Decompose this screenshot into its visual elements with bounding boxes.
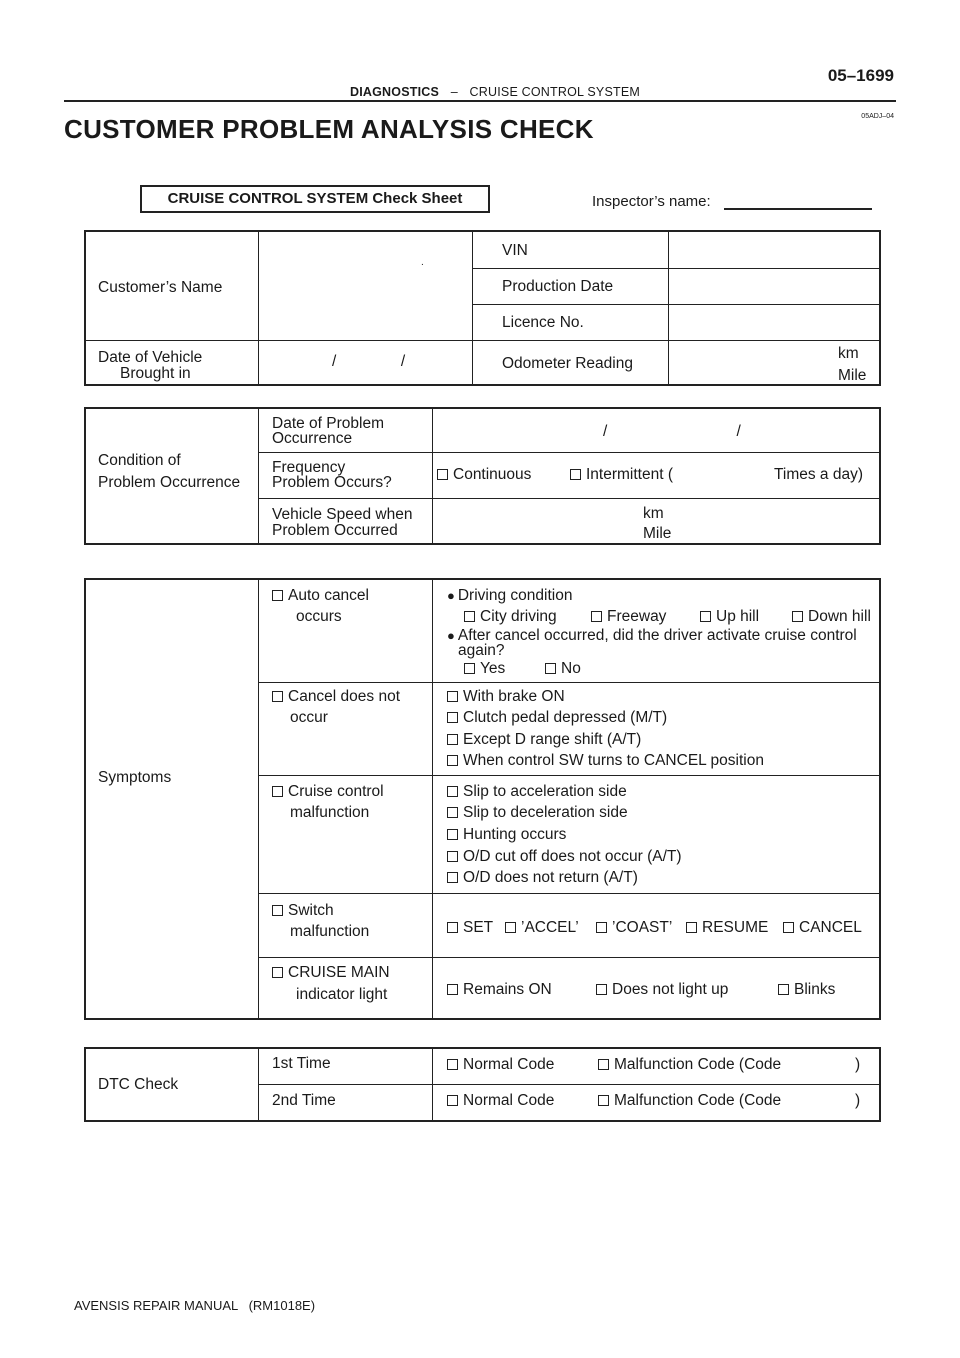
hunting-option[interactable]: Hunting occurs — [447, 826, 566, 844]
footer-text: AVENSIS REPAIR MANUAL (RM1018E) — [74, 1298, 316, 1313]
checkbox-icon — [545, 663, 556, 674]
divider — [473, 304, 880, 305]
condition-label-1: Condition of — [98, 452, 181, 469]
checkbox-icon — [464, 663, 475, 674]
intermittent-option[interactable]: Intermittent ( — [570, 466, 673, 484]
divider — [259, 1084, 880, 1085]
resume-option[interactable]: RESUME — [686, 919, 768, 937]
divider — [432, 408, 433, 544]
speed-mile: Mile — [643, 525, 672, 542]
checkbox-icon — [447, 691, 458, 702]
no-option[interactable]: No — [545, 660, 581, 678]
checkbox-icon — [596, 922, 607, 933]
divider — [259, 498, 880, 499]
cancel-option[interactable]: CANCEL — [783, 919, 862, 937]
divider — [258, 579, 259, 1019]
symptoms-label: Symptoms — [98, 769, 172, 786]
checkbox-icon — [437, 469, 448, 480]
checkbox-icon — [783, 922, 794, 933]
checkbox-icon — [778, 984, 789, 995]
divider — [85, 340, 880, 341]
coast-option[interactable]: ’COAST’ — [596, 919, 672, 937]
checkbox-icon — [447, 851, 458, 862]
divider — [259, 893, 880, 894]
divider — [668, 231, 669, 385]
brake-on-option[interactable]: With brake ON — [447, 688, 565, 706]
set-option[interactable]: SET — [447, 919, 493, 937]
production-date-label: Production Date — [502, 278, 614, 295]
first-malfunction-option[interactable]: Malfunction Code (Code — [598, 1056, 781, 1074]
slip-acc-option[interactable]: Slip to acceleration side — [447, 783, 627, 801]
cancel-not-occur-label-2: occur — [290, 709, 328, 726]
clutch-option[interactable]: Clutch pedal depressed (M/T) — [447, 709, 667, 727]
frequency-label-1: Frequency — [272, 459, 346, 476]
checkbox-icon — [272, 590, 283, 601]
checkbox-icon — [570, 469, 581, 480]
checkbox-icon — [272, 691, 283, 702]
divider — [259, 682, 880, 683]
problem-date-label-1: Date of Problem — [272, 415, 384, 432]
checkbox-icon — [447, 755, 458, 766]
date-brought-label-2: Brought in — [120, 365, 191, 382]
frequency-label-2: Problem Occurs? — [272, 474, 392, 491]
checkbox-icon — [686, 922, 697, 933]
running-header — [350, 85, 640, 99]
blinks-option[interactable]: Blinks — [778, 981, 835, 999]
bullet-icon: ● — [447, 588, 455, 603]
header-dash: – — [450, 85, 458, 99]
no-light-option[interactable]: Does not light up — [596, 981, 728, 999]
second-code-close: ) — [855, 1092, 861, 1109]
city-option[interactable]: City driving — [464, 608, 557, 626]
od-cut-option[interactable]: O/D cut off does not occur (A/T) — [447, 848, 682, 866]
first-time-label: 1st Time — [272, 1055, 331, 1072]
customer-name-label: Customer’s Name — [98, 279, 223, 296]
first-code-close: ) — [855, 1056, 861, 1073]
second-normal-option[interactable]: Normal Code — [447, 1092, 554, 1110]
divider — [259, 775, 880, 776]
cruise-main-option[interactable]: CRUISE MAIN — [272, 964, 390, 982]
checkbox-icon — [598, 1095, 609, 1106]
downhill-option[interactable]: Down hill — [792, 608, 871, 626]
checkbox-icon — [272, 786, 283, 797]
checkbox-icon — [272, 967, 283, 978]
od-return-option[interactable]: O/D does not return (A/T) — [447, 869, 638, 887]
checkbox-icon — [447, 872, 458, 883]
header-section: DIAGNOSTICS — [350, 85, 440, 99]
auto-cancel-option[interactable]: Auto cancel — [272, 587, 369, 605]
times-a-day: Times a day) — [774, 466, 864, 483]
cruise-malfunction-label-2: malfunction — [290, 804, 370, 821]
checkbox-icon — [700, 611, 711, 622]
divider — [258, 408, 259, 544]
yes-option[interactable]: Yes — [464, 660, 505, 678]
checkbox-icon — [792, 611, 803, 622]
remains-on-option[interactable]: Remains ON — [447, 981, 552, 999]
condition-label-2: Problem Occurrence — [98, 474, 241, 491]
second-malfunction-option[interactable]: Malfunction Code (Code — [598, 1092, 781, 1110]
checkbox-icon — [447, 1095, 458, 1106]
divider — [472, 231, 473, 385]
odometer-mile: Mile — [838, 367, 867, 384]
odometer-km: km — [838, 345, 859, 362]
divider — [259, 452, 880, 453]
check-sheet-title: CRUISE CONTROL SYSTEM Check Sheet — [140, 185, 490, 213]
checkbox-icon — [464, 611, 475, 622]
after-cancel-question: ● After cancel occurred, did the driver activate cruise control — [447, 627, 857, 644]
page-title: CUSTOMER PROBLEM ANALYSIS CHECK — [64, 114, 594, 144]
after-cancel-question-2: again? — [458, 642, 505, 659]
driving-condition-heading: ● Driving condition — [447, 587, 573, 604]
divider — [259, 957, 880, 958]
header-subsection: CRUISE CONTROL SYSTEM — [469, 85, 640, 99]
checkbox-icon — [272, 905, 283, 916]
checkbox-icon — [596, 984, 607, 995]
first-normal-option[interactable]: Normal Code — [447, 1056, 554, 1074]
vin-label: VIN — [502, 242, 528, 259]
checkbox-icon — [598, 1059, 609, 1070]
problem-date-separators: / / — [603, 423, 741, 440]
auto-cancel-label-2: occurs — [296, 608, 342, 625]
continuous-option[interactable]: Continuous — [437, 466, 531, 484]
odometer-label: Odometer Reading — [502, 355, 633, 372]
slip-dec-option[interactable]: Slip to deceleration side — [447, 804, 628, 822]
switch-malfunction-label-2: malfunction — [290, 923, 370, 940]
bullet-icon: ● — [447, 628, 455, 643]
speed-label-2: Problem Occurred — [272, 522, 398, 539]
checkbox-icon — [447, 829, 458, 840]
freeway-option[interactable]: Freeway — [591, 608, 666, 626]
date-brought-separators: / / — [332, 353, 406, 370]
inspector-name-line[interactable] — [724, 208, 872, 210]
page-number: 05–1699 — [827, 66, 894, 85]
second-time-label: 2nd Time — [272, 1092, 336, 1109]
image-code: 05ADJ–04 — [861, 113, 894, 120]
speed-label-1: Vehicle Speed when — [272, 506, 413, 523]
date-brought-label-1: Date of Vehicle — [98, 349, 203, 366]
checkbox-icon — [447, 984, 458, 995]
cruise-main-label-2: indicator light — [296, 986, 388, 1003]
header-rule — [64, 100, 896, 102]
checkbox-icon — [447, 712, 458, 723]
divider — [432, 579, 433, 1019]
checkbox-icon — [591, 611, 602, 622]
checkbox-icon — [447, 807, 458, 818]
dot-mark: . — [421, 257, 424, 268]
speed-km: km — [643, 505, 664, 522]
checkbox-icon — [505, 922, 516, 933]
checkbox-icon — [447, 734, 458, 745]
cruise-malfunction-option[interactable]: Cruise control — [272, 783, 384, 801]
licence-no-label: Licence No. — [502, 314, 584, 331]
uphill-option[interactable]: Up hill — [700, 608, 759, 626]
divider — [473, 268, 880, 269]
switch-malfunction-option[interactable]: Switch — [272, 902, 334, 920]
inspector-label: Inspector’s name: — [592, 193, 711, 210]
except-d-option[interactable]: Except D range shift (A/T) — [447, 731, 641, 749]
checkbox-icon — [447, 922, 458, 933]
dtc-label: DTC Check — [98, 1076, 179, 1093]
checkbox-icon — [447, 1059, 458, 1070]
divider — [258, 231, 259, 385]
problem-date-label-2: Occurrence — [272, 430, 353, 447]
accel-option[interactable]: ’ACCEL’ — [505, 919, 579, 937]
vehicle-info-table — [84, 230, 881, 386]
control-sw-option[interactable]: When control SW turns to CANCEL position — [447, 752, 764, 770]
cancel-not-occur-option[interactable]: Cancel does not — [272, 688, 400, 706]
checkbox-icon — [447, 786, 458, 797]
